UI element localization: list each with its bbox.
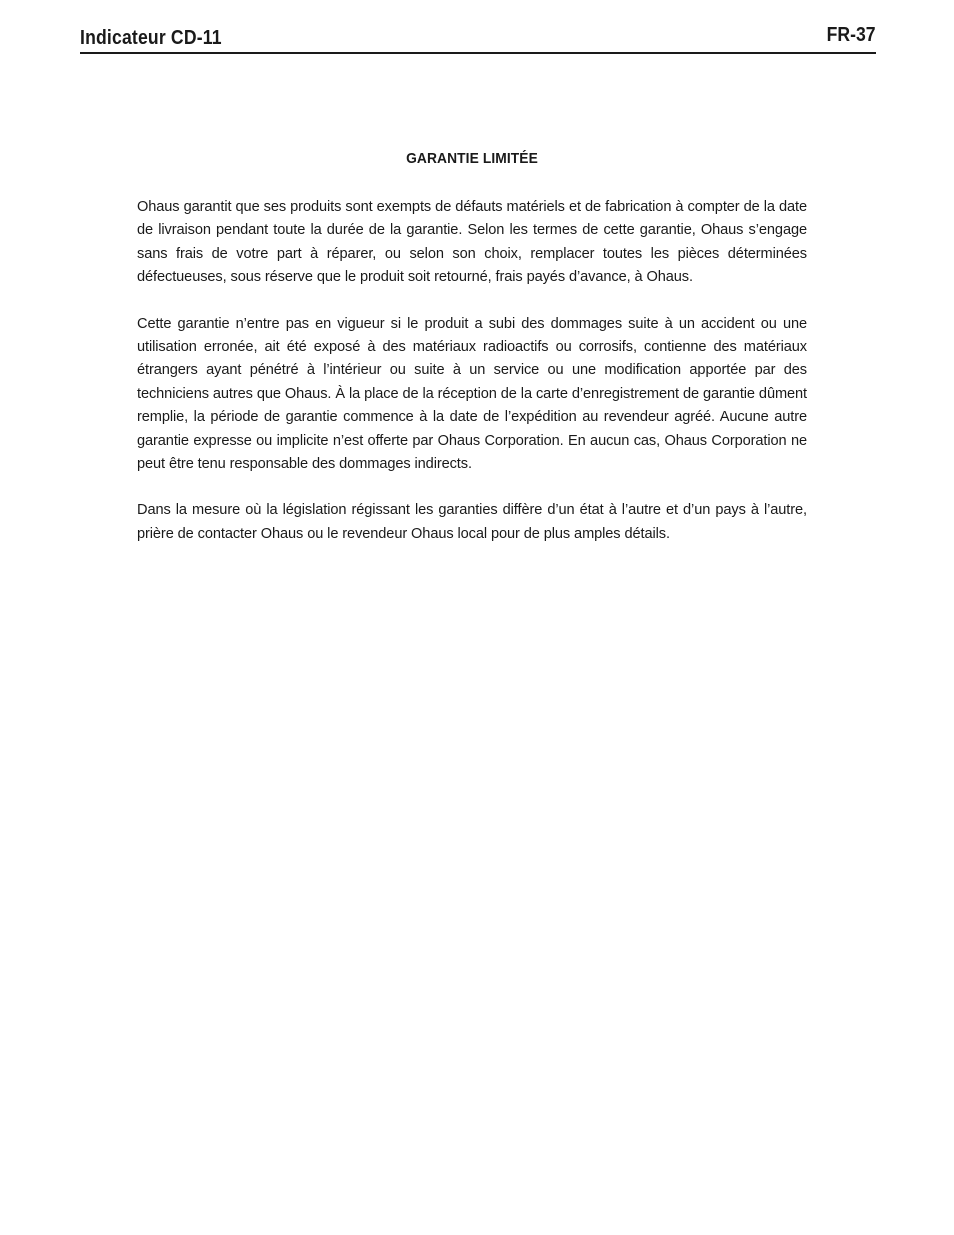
warranty-section (137, 150, 807, 569)
page-number: FR-37 (827, 24, 876, 46)
document-title: Indicateur CD-11 (80, 27, 222, 49)
paragraph-exclusions: Cette garantie n’entre pas en vigueur si le produit a subi des dommages suite à un accident ou une utilisation erronée, ait été exposé à des matériaux radioactifs ou corrosifs, contienne des matériaux étrangers ayant pénétré à l’intérieur ou suite à un service ou une modification apportée par des techniciens autres que Ohaus. À la place de la réception de la carte d’enregistrement de garantie dûment remplie, la période de garantie commence à la date de l’expédition au revendeur agréé. Aucune autre garantie expresse ou implicite n’est offerte par Ohaus Corporation. En aucun cas, Ohaus Corporation ne peut être tenu responsable des dommages indirects. (137, 315, 807, 473)
page-header (80, 26, 876, 54)
paragraph-warranty-terms: Ohaus garantit que ses produits sont exempts de défauts matériels et de fabrication à compter de la date de livraison pendant toute la durée de la garantie. Selon les termes de cette garantie, Ohaus s’engage sans frais de votre part à réparer, ou selon son choix, remplacer toutes les pièces déterminées défectueuses, sous réserve que le produit soit retourné, frais payés d’avance, à Ohaus. (137, 199, 807, 286)
section-title: GARANTIE LIMITÉE (406, 150, 538, 167)
paragraph-legislation: Dans la mesure où la législation régissant les garanties diffère d’un état à l’autre et d’un pays à l’autre, prière de contacter Ohaus ou le revendeur Ohaus local pour de plus amples détails. (137, 502, 807, 542)
